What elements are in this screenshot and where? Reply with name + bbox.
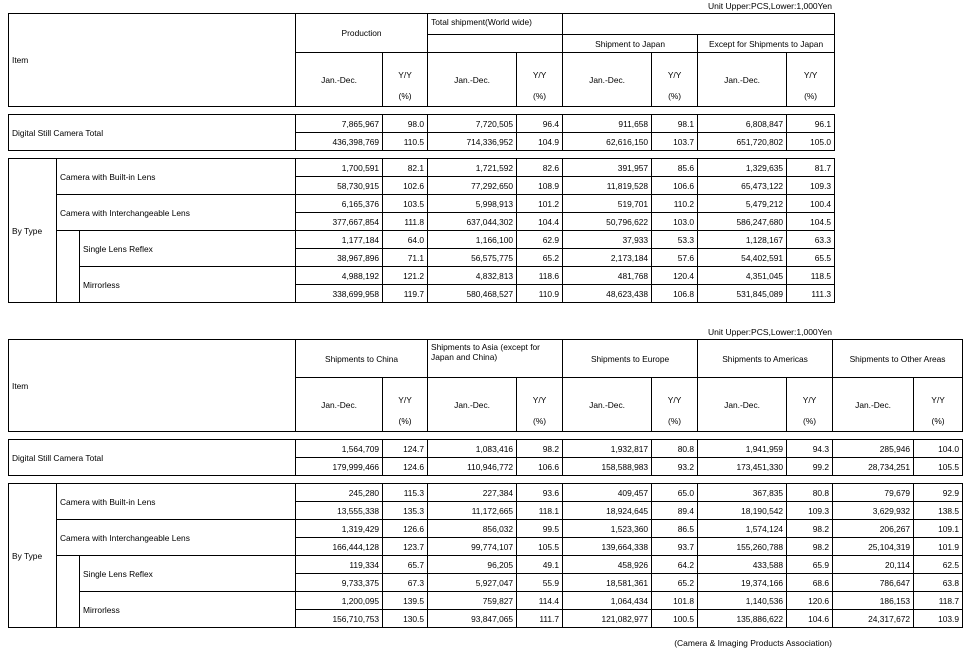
yy-cell: 104.9 (517, 133, 563, 151)
yy-cell: 110.9 (517, 285, 563, 303)
header-americas: Shipments to Americas (698, 340, 833, 378)
value-cell: 1,932,817 (563, 440, 652, 458)
header-europe: Shipments to Europe (563, 340, 698, 378)
header-total-cont (428, 35, 563, 53)
value-cell: 58,730,915 (296, 177, 383, 195)
value-cell: 1,721,592 (428, 159, 517, 177)
yy-header (383, 53, 428, 107)
yy-cell: 98.2 (787, 520, 833, 538)
value-cell: 11,819,528 (563, 177, 652, 195)
yy-cell: 94.3 (787, 440, 833, 458)
value-cell: 4,988,192 (296, 267, 383, 285)
unit-note-1: Unit Upper:PCS,Lower:1,000Yen (708, 1, 832, 11)
yy-cell: 118.1 (517, 502, 563, 520)
table-row (9, 556, 963, 574)
yy-cell: 86.5 (652, 520, 698, 538)
yy-cell: 138.5 (914, 502, 963, 520)
source-note: (Camera & Imaging Products Association) (674, 638, 832, 648)
yy-cell: 104.4 (517, 213, 563, 231)
yy-cell: 65.7 (383, 556, 428, 574)
yy-header (517, 53, 563, 107)
value-cell: 2,173,184 (563, 249, 652, 267)
value-cell: 18,190,542 (698, 502, 787, 520)
yy-cell: 118.5 (787, 267, 835, 285)
yy-cell: 126.6 (383, 520, 428, 538)
value-cell: 519,701 (563, 195, 652, 213)
value-cell: 139,664,338 (563, 538, 652, 556)
yy-cell: 67.3 (383, 574, 428, 592)
yy-cell: 71.1 (383, 249, 428, 267)
pct-label: (%) (533, 90, 547, 101)
table-row (9, 115, 835, 133)
value-cell: 155,260,788 (698, 538, 787, 556)
value-cell: 11,172,665 (428, 502, 517, 520)
value-cell: 1,700,591 (296, 159, 383, 177)
jan-dec-header: Jan.-Dec. (296, 53, 383, 107)
yy-cell: 106.6 (517, 458, 563, 476)
value-cell: 586,247,680 (698, 213, 787, 231)
row-label-interchangeable: Camera with Interchangeable Lens (57, 195, 296, 231)
yy-cell: 57.6 (652, 249, 698, 267)
value-cell: 1,564,709 (296, 440, 383, 458)
yy-header (517, 378, 563, 432)
yy-cell: 98.2 (517, 440, 563, 458)
yy-header (787, 53, 835, 107)
value-cell: 24,317,672 (833, 610, 914, 628)
yy-cell: 120.4 (652, 267, 698, 285)
header-spacer (563, 14, 835, 35)
yy-cell: 111.3 (787, 285, 835, 303)
yy-cell: 93.6 (517, 484, 563, 502)
value-cell: 6,165,376 (296, 195, 383, 213)
yy-cell: 96.1 (787, 115, 835, 133)
yy-cell: 49.1 (517, 556, 563, 574)
yy-cell: 130.5 (383, 610, 428, 628)
jan-dec-header: Jan.-Dec. (833, 378, 914, 432)
yy-cell: 123.7 (383, 538, 428, 556)
value-cell: 186,153 (833, 592, 914, 610)
value-cell: 227,384 (428, 484, 517, 502)
yy-label: Y/Y (931, 394, 945, 405)
header-except-japan: Except for Shipments to Japan (698, 35, 835, 53)
value-cell: 409,457 (563, 484, 652, 502)
value-cell: 99,774,107 (428, 538, 517, 556)
value-cell: 285,946 (833, 440, 914, 458)
value-cell: 1,319,429 (296, 520, 383, 538)
yy-cell: 62.9 (517, 231, 563, 249)
yy-cell: 101.8 (652, 592, 698, 610)
yy-cell: 104.6 (787, 610, 833, 628)
yy-cell: 96.4 (517, 115, 563, 133)
yy-header (652, 378, 698, 432)
value-cell: 651,720,802 (698, 133, 787, 151)
yy-cell: 65.9 (787, 556, 833, 574)
yy-cell: 105.0 (787, 133, 835, 151)
value-cell: 38,967,896 (296, 249, 383, 267)
yy-cell: 64.2 (652, 556, 698, 574)
table-row (9, 440, 963, 458)
value-cell: 1,083,416 (428, 440, 517, 458)
table-production-shipments (8, 13, 835, 303)
yy-label: Y/Y (532, 69, 547, 80)
header-other: Shipments to Other Areas (833, 340, 963, 378)
yy-cell: 115.3 (383, 484, 428, 502)
value-cell: 391,957 (563, 159, 652, 177)
value-cell: 1,574,124 (698, 520, 787, 538)
table-shipments-by-region (8, 339, 963, 628)
yy-cell: 93.2 (652, 458, 698, 476)
yy-cell: 111.8 (383, 213, 428, 231)
value-cell: 377,667,854 (296, 213, 383, 231)
yy-cell: 139.5 (383, 592, 428, 610)
yy-header (652, 53, 698, 107)
value-cell: 28,734,251 (833, 458, 914, 476)
yy-cell: 65.2 (517, 249, 563, 267)
value-cell: 50,796,622 (563, 213, 652, 231)
row-label-builtin: Camera with Built-in Lens (57, 484, 296, 520)
unit-note-2: Unit Upper:PCS,Lower:1,000Yen (708, 327, 832, 337)
row-label-by-type: By Type (9, 159, 57, 303)
value-cell: 714,336,952 (428, 133, 517, 151)
yy-cell: 92.9 (914, 484, 963, 502)
pct-label: (%) (398, 415, 412, 426)
header-total-shipment: Total shipment(World wide) (428, 14, 563, 35)
value-cell: 37,933 (563, 231, 652, 249)
jan-dec-header: Jan.-Dec. (563, 53, 652, 107)
value-cell: 110,946,772 (428, 458, 517, 476)
yy-cell: 93.7 (652, 538, 698, 556)
yy-label: Y/Y (398, 69, 412, 80)
value-cell: 5,479,212 (698, 195, 787, 213)
indent-cell (57, 556, 80, 628)
value-cell: 433,588 (698, 556, 787, 574)
jan-dec-header: Jan.-Dec. (428, 378, 517, 432)
yy-label: Y/Y (803, 69, 818, 80)
jan-dec-header: Jan.-Dec. (698, 53, 787, 107)
pct-label: (%) (398, 90, 412, 101)
yy-cell: 65.2 (652, 574, 698, 592)
value-cell: 79,679 (833, 484, 914, 502)
yy-cell: 101.9 (914, 538, 963, 556)
yy-cell: 55.9 (517, 574, 563, 592)
yy-cell: 124.6 (383, 458, 428, 476)
row-label-dsc-total: Digital Still Camera Total (9, 440, 296, 476)
yy-cell: 82.1 (383, 159, 428, 177)
yy-cell: 135.3 (383, 502, 428, 520)
value-cell: 531,845,089 (698, 285, 787, 303)
value-cell: 206,267 (833, 520, 914, 538)
value-cell: 856,032 (428, 520, 517, 538)
yy-cell: 62.5 (914, 556, 963, 574)
yy-label: Y/Y (398, 394, 412, 405)
value-cell: 436,398,769 (296, 133, 383, 151)
value-cell: 4,832,813 (428, 267, 517, 285)
yy-cell: 114.4 (517, 592, 563, 610)
jan-dec-header: Jan.-Dec. (563, 378, 652, 432)
yy-cell: 102.6 (383, 177, 428, 195)
yy-header (383, 378, 428, 432)
yy-cell: 81.7 (787, 159, 835, 177)
value-cell: 1,329,635 (698, 159, 787, 177)
yy-cell: 124.7 (383, 440, 428, 458)
value-cell: 18,581,361 (563, 574, 652, 592)
value-cell: 13,555,338 (296, 502, 383, 520)
table-row (9, 592, 963, 610)
yy-cell: 109.3 (787, 502, 833, 520)
row-label-mirrorless: Mirrorless (80, 592, 296, 628)
value-cell: 637,044,302 (428, 213, 517, 231)
value-cell: 7,720,505 (428, 115, 517, 133)
value-cell: 1,200,095 (296, 592, 383, 610)
jan-dec-header: Jan.-Dec. (296, 378, 383, 432)
yy-cell: 85.6 (652, 159, 698, 177)
pct-label: (%) (931, 415, 945, 426)
yy-cell: 80.8 (787, 484, 833, 502)
yy-cell: 103.9 (914, 610, 963, 628)
yy-cell: 68.6 (787, 574, 833, 592)
value-cell: 156,710,753 (296, 610, 383, 628)
row-label-mirrorless: Mirrorless (80, 267, 296, 303)
yy-cell: 65.5 (787, 249, 835, 267)
value-cell: 119,334 (296, 556, 383, 574)
row-label-slr: Single Lens Reflex (80, 231, 296, 267)
item-header: Item (9, 340, 296, 432)
yy-cell: 89.4 (652, 502, 698, 520)
item-header: Item (9, 14, 296, 107)
value-cell: 1,941,959 (698, 440, 787, 458)
yy-cell: 98.0 (383, 115, 428, 133)
yy-cell: 108.9 (517, 177, 563, 195)
value-cell: 458,926 (563, 556, 652, 574)
value-cell: 1,064,434 (563, 592, 652, 610)
yy-cell: 65.0 (652, 484, 698, 502)
yy-label: Y/Y (802, 394, 817, 405)
yy-cell: 103.0 (652, 213, 698, 231)
value-cell: 338,699,958 (296, 285, 383, 303)
table-row (9, 484, 963, 502)
value-cell: 158,588,983 (563, 458, 652, 476)
value-cell: 580,468,527 (428, 285, 517, 303)
pct-label: (%) (803, 415, 817, 426)
value-cell: 54,402,591 (698, 249, 787, 267)
yy-cell: 82.6 (517, 159, 563, 177)
value-cell: 367,835 (698, 484, 787, 502)
value-cell: 19,374,166 (698, 574, 787, 592)
yy-cell: 101.2 (517, 195, 563, 213)
yy-cell: 100.4 (787, 195, 835, 213)
value-cell: 121,082,977 (563, 610, 652, 628)
value-cell: 911,658 (563, 115, 652, 133)
value-cell: 1,166,100 (428, 231, 517, 249)
yy-cell: 53.3 (652, 231, 698, 249)
yy-cell: 98.2 (787, 538, 833, 556)
table-row (9, 520, 963, 538)
value-cell: 93,847,065 (428, 610, 517, 628)
value-cell: 1,523,360 (563, 520, 652, 538)
row-label-interchangeable: Camera with Interchangeable Lens (57, 520, 296, 556)
row-label-slr: Single Lens Reflex (80, 556, 296, 592)
value-cell: 166,444,128 (296, 538, 383, 556)
yy-cell: 109.3 (787, 177, 835, 195)
value-cell: 9,733,375 (296, 574, 383, 592)
value-cell: 179,999,466 (296, 458, 383, 476)
yy-cell: 118.6 (517, 267, 563, 285)
value-cell: 759,827 (428, 592, 517, 610)
yy-cell: 110.5 (383, 133, 428, 151)
value-cell: 96,205 (428, 556, 517, 574)
pct-label: (%) (668, 415, 682, 426)
yy-cell: 104.5 (787, 213, 835, 231)
jan-dec-header: Jan.-Dec. (428, 53, 517, 107)
yy-cell: 104.0 (914, 440, 963, 458)
value-cell: 18,924,645 (563, 502, 652, 520)
jan-dec-header: Jan.-Dec. (698, 378, 787, 432)
header-china: Shipments to China (296, 340, 428, 378)
table-row (9, 267, 835, 285)
yy-cell: 99.2 (787, 458, 833, 476)
yy-cell: 63.8 (914, 574, 963, 592)
yy-cell: 105.5 (517, 538, 563, 556)
value-cell: 48,623,438 (563, 285, 652, 303)
value-cell: 5,998,913 (428, 195, 517, 213)
table-row (9, 231, 835, 249)
value-cell: 4,351,045 (698, 267, 787, 285)
yy-cell: 110.2 (652, 195, 698, 213)
yy-label: Y/Y (532, 394, 547, 405)
yy-cell: 63.3 (787, 231, 835, 249)
yy-cell: 103.5 (383, 195, 428, 213)
yy-cell: 118.7 (914, 592, 963, 610)
table-row (9, 195, 835, 213)
yy-label: Y/Y (667, 69, 682, 80)
yy-cell: 105.5 (914, 458, 963, 476)
value-cell: 1,140,536 (698, 592, 787, 610)
value-cell: 135,886,622 (698, 610, 787, 628)
value-cell: 20,114 (833, 556, 914, 574)
indent-cell (57, 231, 80, 303)
row-label-builtin: Camera with Built-in Lens (57, 159, 296, 195)
yy-cell: 98.1 (652, 115, 698, 133)
yy-cell: 111.7 (517, 610, 563, 628)
value-cell: 6,808,847 (698, 115, 787, 133)
yy-cell: 120.6 (787, 592, 833, 610)
value-cell: 65,473,122 (698, 177, 787, 195)
table-row (9, 159, 835, 177)
yy-cell: 106.6 (652, 177, 698, 195)
yy-cell: 100.5 (652, 610, 698, 628)
pct-label: (%) (668, 90, 682, 101)
value-cell: 5,927,047 (428, 574, 517, 592)
row-label-dsc-total: Digital Still Camera Total (9, 115, 296, 151)
yy-cell: 99.5 (517, 520, 563, 538)
yy-header (787, 378, 833, 432)
yy-header (914, 378, 963, 432)
value-cell: 481,768 (563, 267, 652, 285)
header-to-japan: Shipment to Japan (563, 35, 698, 53)
value-cell: 7,865,967 (296, 115, 383, 133)
yy-cell: 119.7 (383, 285, 428, 303)
value-cell: 56,575,775 (428, 249, 517, 267)
yy-cell: 109.1 (914, 520, 963, 538)
value-cell: 25,104,319 (833, 538, 914, 556)
yy-cell: 106.8 (652, 285, 698, 303)
value-cell: 245,280 (296, 484, 383, 502)
yy-cell: 64.0 (383, 231, 428, 249)
header-asia: Shipments to Asia (except for Japan and China) (428, 340, 563, 378)
row-label-by-type: By Type (9, 484, 57, 628)
yy-cell: 121.2 (383, 267, 428, 285)
value-cell: 3,629,932 (833, 502, 914, 520)
pct-label: (%) (533, 415, 547, 426)
yy-cell: 80.8 (652, 440, 698, 458)
value-cell: 1,128,167 (698, 231, 787, 249)
value-cell: 62,616,150 (563, 133, 652, 151)
value-cell: 173,451,330 (698, 458, 787, 476)
header-production: Production (296, 14, 428, 53)
value-cell: 786,647 (833, 574, 914, 592)
value-cell: 77,292,650 (428, 177, 517, 195)
value-cell: 1,177,184 (296, 231, 383, 249)
yy-cell: 103.7 (652, 133, 698, 151)
yy-label: Y/Y (667, 394, 682, 405)
pct-label: (%) (804, 90, 818, 101)
